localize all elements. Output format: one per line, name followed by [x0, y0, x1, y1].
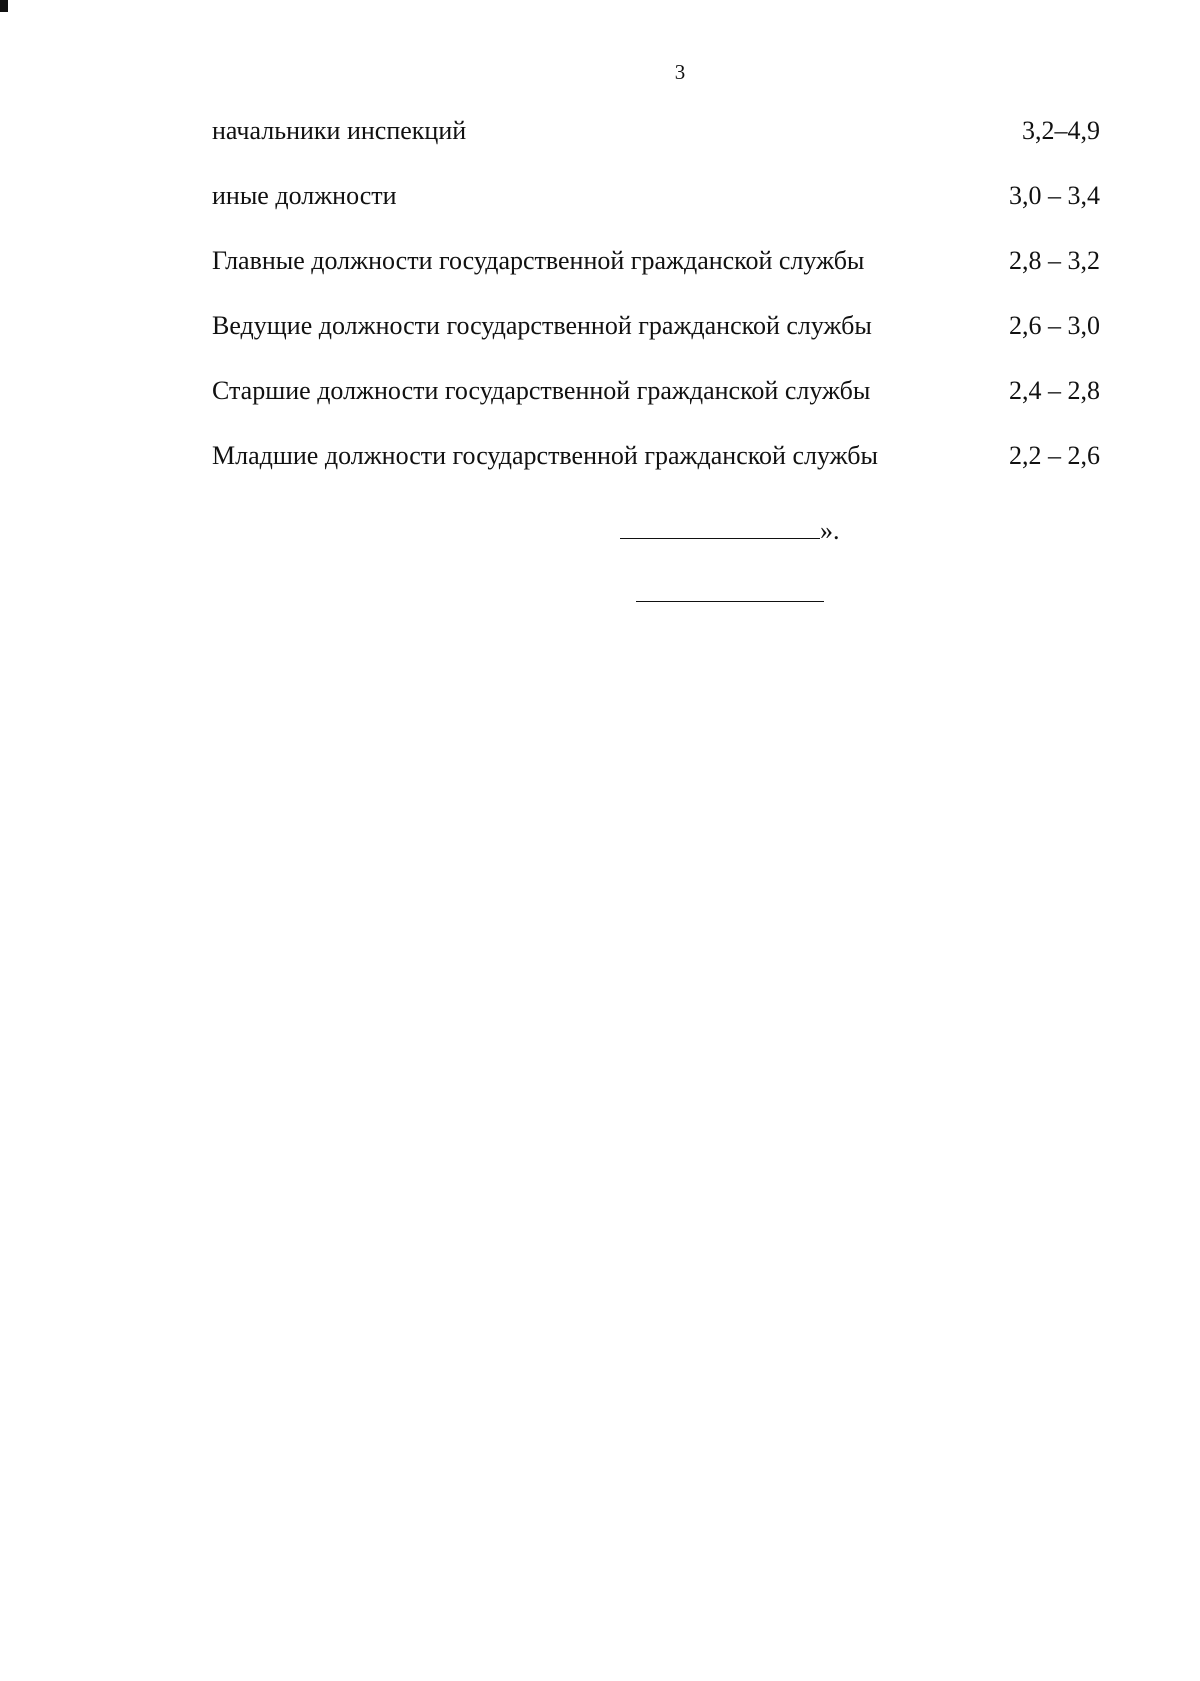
list-item [212, 179, 1112, 244]
list-item [212, 244, 1112, 309]
position-label: Ведущие должности государственной гражданской службы [212, 311, 872, 340]
coefficient-range: 2,6 – 3,0 [1009, 311, 1100, 340]
end-separator-line [636, 601, 824, 602]
scan-corner-mark [0, 0, 8, 12]
position-label: начальники инспекций [212, 116, 467, 145]
coefficient-range: 3,0 – 3,4 [1009, 181, 1100, 210]
coefficient-range: 2,4 – 2,8 [1009, 376, 1100, 405]
position-coefficient-list [212, 114, 1112, 504]
position-label: Старшие должности государственной гражданской службы [212, 376, 871, 405]
list-item [212, 309, 1112, 374]
list-item [212, 114, 1112, 179]
closing-underline [620, 512, 820, 539]
position-label: Младшие должности государственной гражданской службы [212, 441, 878, 470]
list-item [212, 439, 1112, 504]
closing-line [620, 512, 840, 548]
position-label: иные должности [212, 181, 397, 210]
page-number: 3 [674, 60, 686, 84]
coefficient-range: 2,2 – 2,6 [1009, 441, 1100, 470]
list-item [212, 374, 1112, 439]
closing-quote-mark: ». [820, 516, 840, 545]
coefficient-range: 2,8 – 3,2 [1009, 246, 1100, 275]
position-label: Главные должности государственной гражданской службы [212, 246, 865, 275]
coefficient-range: 3,2–4,9 [1022, 116, 1100, 145]
